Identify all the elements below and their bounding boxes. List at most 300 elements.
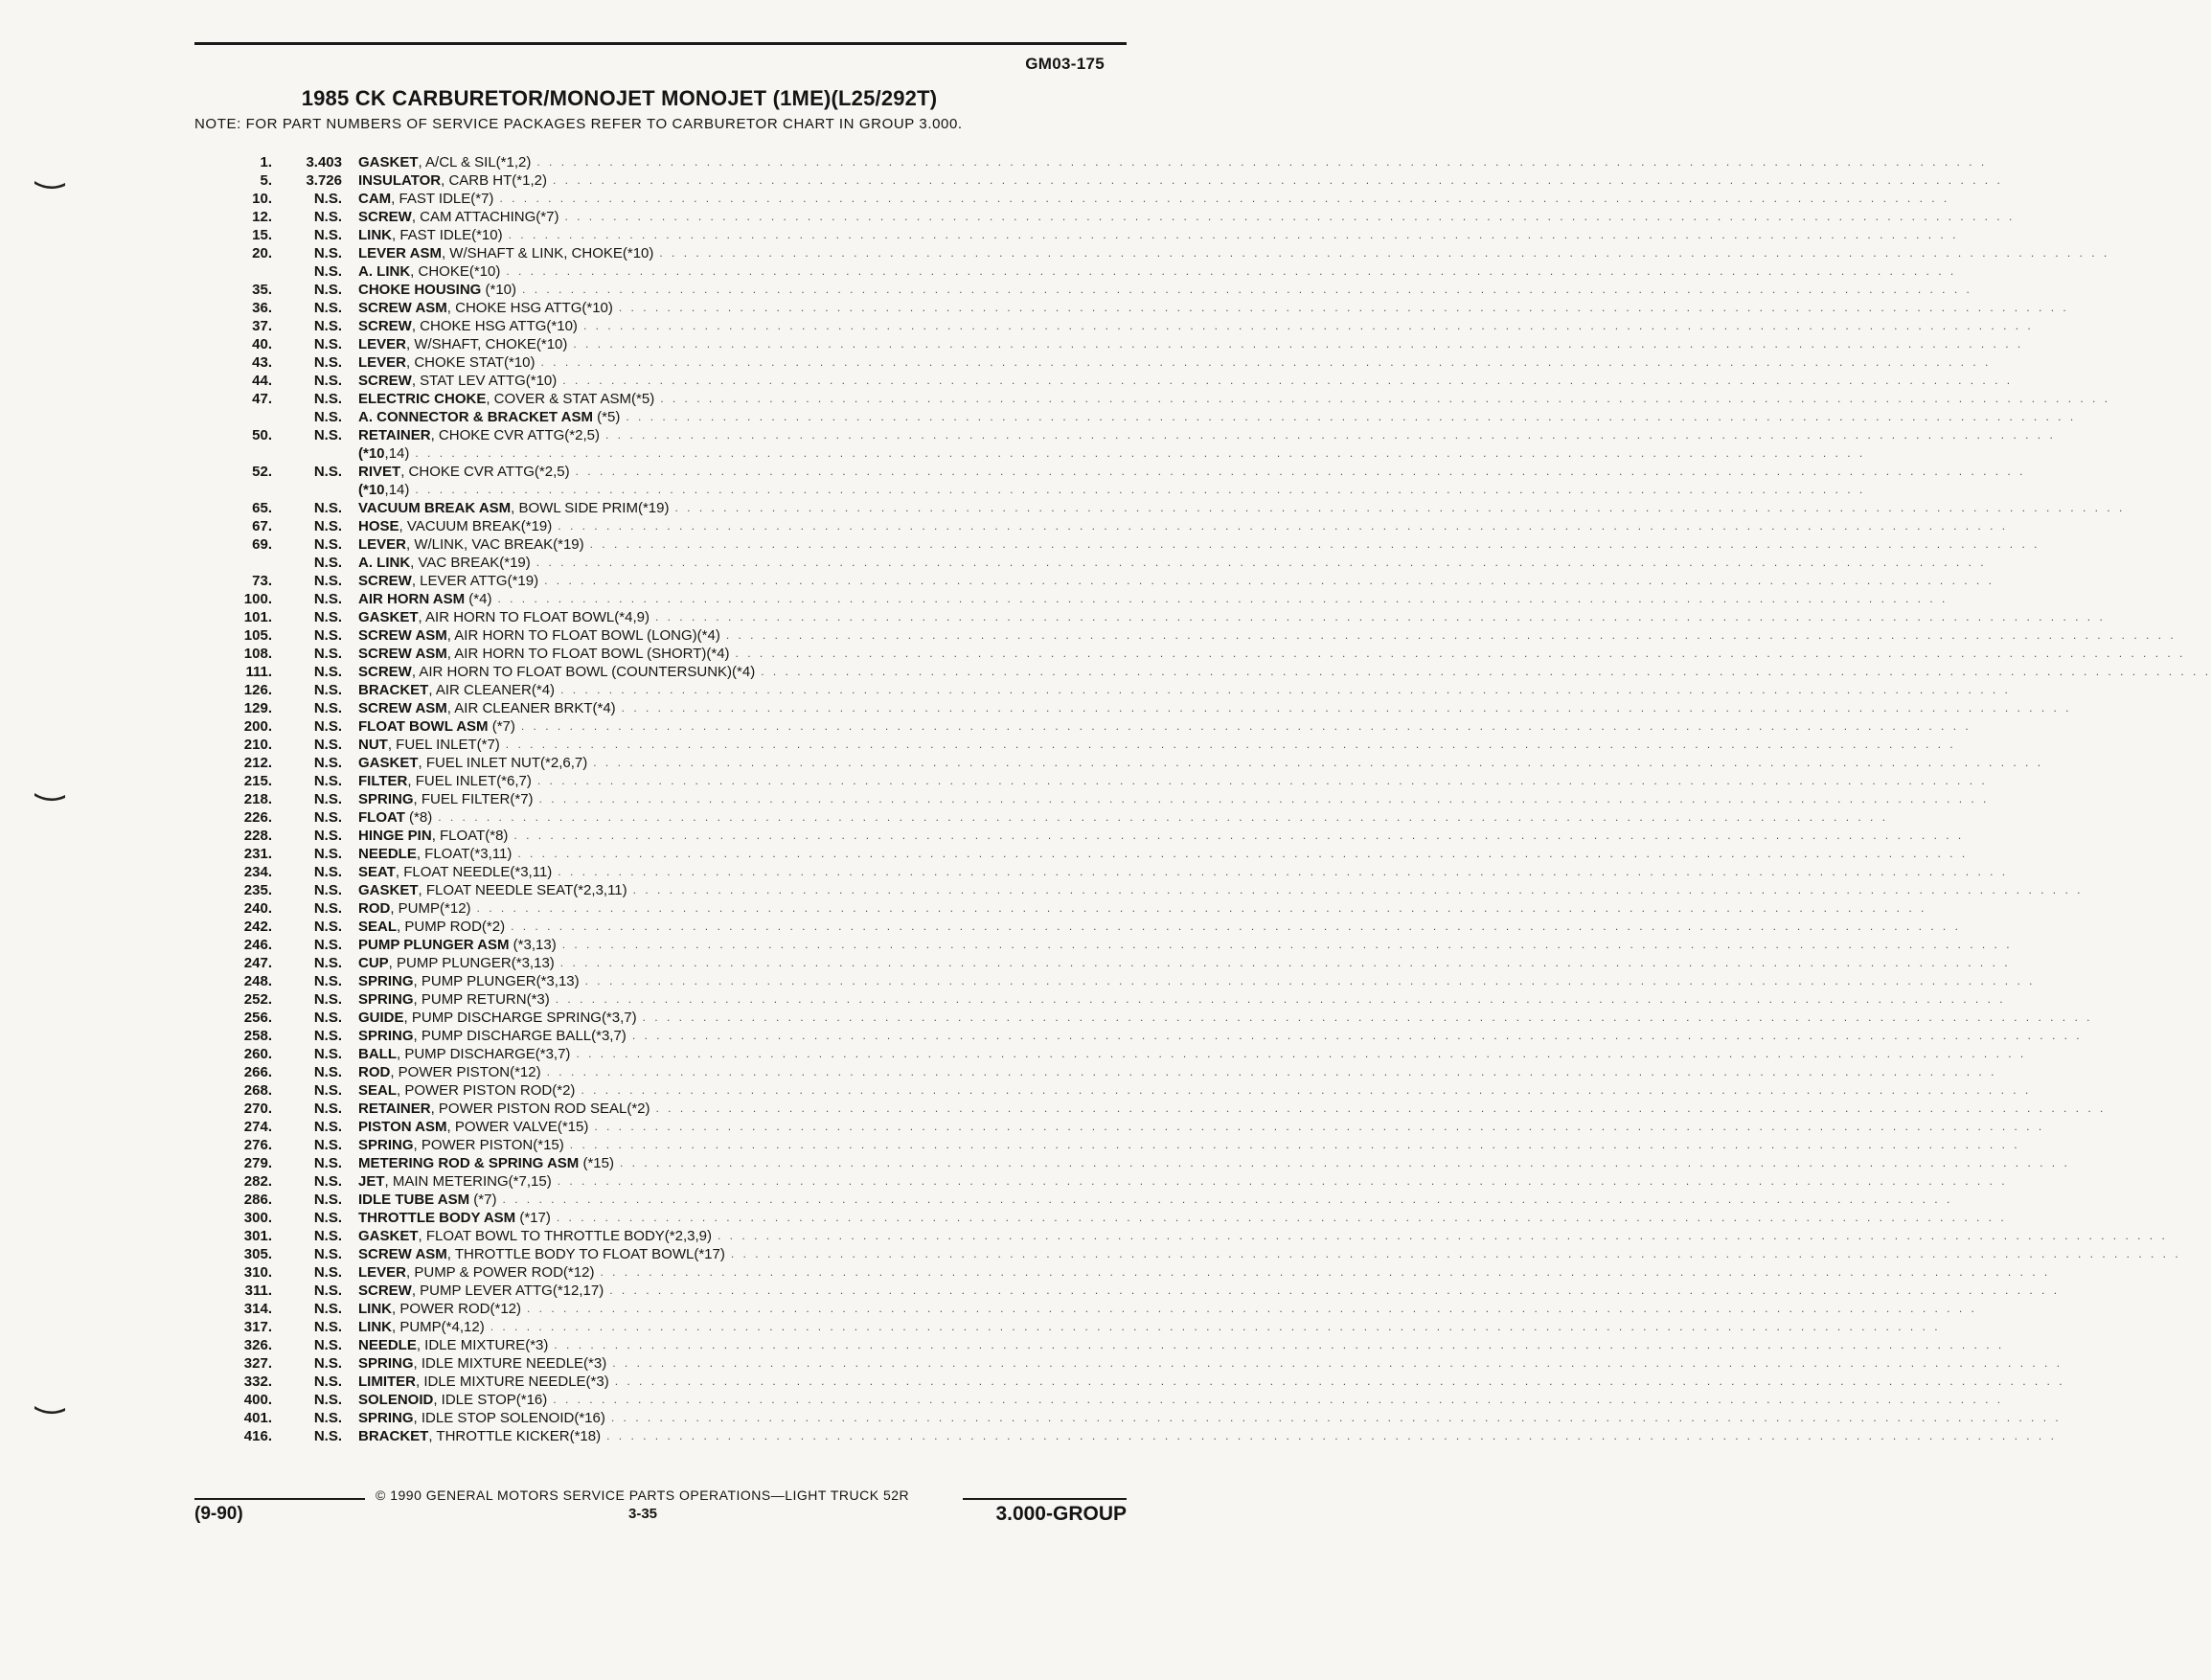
part-row [0,426,2056,444]
part-detail: , FLOAT NEEDLE SEAT(*2,3,11) [418,882,627,898]
footer-rule-left [194,1498,365,1500]
part-number: N.S. [313,1046,342,1062]
part-detail: , CARB HT(*1,2) [441,172,547,189]
part-description [358,171,2003,190]
part-ref-number: 326. [243,1337,272,1353]
part-name: ELECTRIC CHOKE [358,391,487,407]
part-detail: , CHOKE(*10) [410,263,501,280]
part-row [0,626,2177,645]
dot-leader: . . . . . . . . . . . . . . . . . . . . . . . . . . . . . . . . . . . . . . . . . . . . . . . . . . . . . . . . . . . . . . . . . . . . . . . . . . . . . . . . . . . . . . . . . . . . . . . . . . . . . . . . . . . . . . . . . . . . . . . . [536,155,1988,169]
part-number: N.S. [313,1173,342,1190]
part-number: N.S. [313,373,342,389]
part-number: N.S. [313,500,342,516]
part-row [0,845,1969,863]
part-detail: , IDLE MIXTURE NEEDLE(*3) [416,1374,609,1390]
part-row [0,372,2014,390]
part-number: N.S. [313,427,342,443]
dot-leader: . . . . . . . . . . . . . . . . . . . . . . . . . . . . . . . . . . . . . . . . . . . . . . . . . . . . . . . . . . . . . . . . . . . . . . . . . . . . . . . . . . . . . . . . . . . . . . . . . . . . . . . . . . . . . . . . . . . . . . . . [476,901,1927,915]
part-name: BALL [358,1046,397,1062]
part-number: N.S. [313,464,342,480]
part-row [0,954,2011,972]
part-number: N.S. [313,1392,342,1408]
part-detail: , CAM ATTACHING(*7) [411,209,559,225]
part-ref-number: 43. [252,354,272,371]
part-ref-number: 327. [243,1355,272,1372]
part-number: N.S. [313,518,342,534]
part-ref-number: 252. [243,991,272,1008]
part-row [0,517,2009,535]
part-name: A. LINK [358,555,411,571]
group-label: 3.000-GROUP [995,1503,1127,1525]
part-row [0,1318,1941,1336]
dot-leader: . . . . . . . . . . . . . . . . . . . . . . . . . . . . . . . . . . . . . . . . . . . . . . . . . . . . . . . . . . . . . . . . . . . . . . . . . . . . . . . . . . . . . . . . . . . . . . . . . . . . . . . . . . . . . . . . . . . . . . . . [626,410,2077,423]
part-number: N.S. [313,573,342,589]
dot-leader: . . . . . . . . . . . . . . . . . . . . . . . . . . . . . . . . . . . . . . . . . . . . . . . . . . . . . . . . . . . . . . . . . . . . . . . . . . . . . . . . . . . . . . . . . . . . . . . . . . . . . . . . . . . . . . . . . . . . . . . . [557,1174,2008,1188]
part-row [0,190,1950,208]
dot-leader: . . . . . . . . . . . . . . . . . . . . . . . . . . . . . . . . . . . . . . . . . . . . . . . . . . . . . . . . . . . . . . . . . . . . . . . . . . . . . . . . . . . . . . . . . . . . . . . . . . . . . . . . . . . . . . . . . . . . . . . . [520,719,1972,733]
part-ref-number: 36. [252,300,272,316]
part-ref-number: 314. [243,1301,272,1317]
part-description [358,699,2072,717]
part-row [0,1154,2070,1172]
part-row [0,972,2036,990]
part-name: HOSE [358,518,399,534]
dot-leader: . . . . . . . . . . . . . . . . . . . . . . . . . . . . . . . . . . . . . . . . . . . . . . . . . . . . . . . . . . . . . . . . . . . . . . . . . . . . . . . . . . . . . . . . . . . . . . . . . . . . . . . . . . . . . . . . . . . . . . . . [546,1065,1997,1078]
part-row [0,736,1956,754]
dot-leader: . . . . . . . . . . . . . . . . . . . . . . . . . . . . . . . . . . . . . . . . . . . . . . . . . . . . . . . . . . . . . . . . . . . . . . . . . . . . . . . . . . . . . . . . . . . . . . . . . . . . . . . . . . . . . . . . . . . . . . . . [589,537,2040,551]
part-ref-number: 300. [243,1210,272,1226]
part-row [0,1118,2045,1136]
part-description [358,972,2036,990]
part-number: N.S. [313,700,342,716]
part-name: SCREW [358,664,412,680]
part-number: N.S. [313,209,342,225]
part-description [358,1427,2057,1445]
part-name: RIVET [358,464,401,480]
part-row [0,481,1866,499]
part-row [0,1045,2027,1063]
part-ref-number: 401. [243,1410,272,1426]
part-name: THROTTLE BODY ASM [358,1210,516,1226]
part-row [0,1409,2062,1427]
part-name: LIMITER [358,1374,416,1390]
part-row [0,608,2106,626]
part-ref-number: 282. [243,1173,272,1190]
part-description [358,1100,2107,1118]
part-ref-number: 101. [243,609,272,625]
part-description [358,736,1956,754]
part-detail: , IDLE MIXTURE NEEDLE(*3) [413,1355,607,1372]
part-description [358,554,1987,572]
part-number: N.S. [313,1155,342,1171]
part-number: N.S. [313,409,342,425]
part-number: N.S. [313,300,342,316]
top-rule [194,42,1127,45]
part-detail: , COVER & STAT ASM(*5) [486,391,655,407]
part-ref-number: 10. [252,191,272,207]
parts-list [0,153,2211,1445]
part-number: N.S. [313,1137,342,1153]
part-detail: , MAIN METERING(*7,15) [384,1173,552,1190]
part-description [358,645,2186,663]
part-name: JET [358,1173,385,1190]
part-row [0,1027,2083,1045]
part-description [358,626,2177,645]
dot-leader: . . . . . . . . . . . . . . . . . . . . . . . . . . . . . . . . . . . . . . . . . . . . . . . . . . . . . . . . . . . . . . . . . . . . . . . . . . . . . . . . . . . . . . . . . . . . . . . . . . . . . . . . . . . . . . . . . . . . . . . . [559,956,2011,969]
part-detail: , IDLE STOP SOLENOID(*16) [413,1410,605,1426]
part-ref-number: 247. [243,955,272,971]
part-ref-number: 67. [252,518,272,534]
part-detail: (*10) [481,282,517,298]
part-detail: , CHOKE CVR ATTG(*2,5) [400,464,570,480]
part-row [0,535,2040,554]
part-number: N.S. [313,1192,342,1208]
part-name: SCREW [358,373,412,389]
part-ref-number: 210. [243,737,272,753]
part-row [0,335,2024,353]
part-number: N.S. [313,536,342,553]
dot-leader: . . . . . . . . . . . . . . . . . . . . . . . . . . . . . . . . . . . . . . . . . . . . . . . . . . . . . . . . . . . . . . . . . . . . . . . . . . . . . . . . . . . . . . . . . . . . . . . . . . . . . . . . . . . . . . . . . . . . . . . . [730,1247,2181,1260]
part-ref-number: 310. [243,1264,272,1281]
part-row [0,1009,2093,1027]
part-number: N.S. [313,1301,342,1317]
part-number: N.S. [313,809,342,826]
part-number: N.S. [313,682,342,698]
document-code: GM03-175 [1025,55,1105,73]
dot-leader: . . . . . . . . . . . . . . . . . . . . . . . . . . . . . . . . . . . . . . . . . . . . . . . . . . . . . . . . . . . . . . . . . . . . . . . . . . . . . . . . . . . . . . . . . . . . . . . . . . . . . . . . . . . . . . . . . . . . . . . . [415,483,1866,496]
part-name: FILTER [358,773,408,789]
dot-leader: . . . . . . . . . . . . . . . . . . . . . . . . . . . . . . . . . . . . . . . . . . . . . . . . . . . . . . . . . . . . . . . . . . . . . . . . . . . . . . . . . . . . . . . . . . . . . . . . . . . . . . . . . . . . . . . . . . . . . . . . [735,647,2186,660]
part-description [358,608,2106,626]
part-number: 3.403 [306,154,342,170]
part-name: FLOAT BOWL ASM [358,718,489,735]
part-name: METERING ROD & SPRING ASM [358,1155,580,1171]
part-name: A. LINK [358,263,411,280]
part-number: N.S. [313,191,342,207]
part-description [358,517,2009,535]
part-description [358,426,2056,444]
dot-leader: . . . . . . . . . . . . . . . . . . . . . . . . . . . . . . . . . . . . . . . . . . . . . . . . . . . . . . . . . . . . . . . . . . . . . . . . . . . . . . . . . . . . . . . . . . . . . . . . . . . . . . . . . . . . . . . . . . . . . . . . [505,738,1956,751]
dot-leader: . . . . . . . . . . . . . . . . . . . . . . . . . . . . . . . . . . . . . . . . . . . . . . . . . . . . . . . . . . . . . . . . . . . . . . . . . . . . . . . . . . . . . . . . . . . . . . . . . . . . . . . . . . . . . . . . . . . . . . . . [562,374,2014,387]
dot-leader: . . . . . . . . . . . . . . . . . . . . . . . . . . . . . . . . . . . . . . . . . . . . . . . . . . . . . . . . . . . . . . . . . . . . . . . . . . . . . . . . . . . . . . . . . . . . . . . . . . . . . . . . . . . . . . . . . . . . . . . . [560,683,2011,696]
part-number: N.S. [313,828,342,844]
part-description [358,317,2034,335]
part-row [0,918,1961,936]
part-description [358,954,2011,972]
dot-leader: . . . . . . . . . . . . . . . . . . . . . . . . . . . . . . . . . . . . . . . . . . . . . . . . . . . . . . . . . . . . . . . . . . . . . . . . . . . . . . . . . . . . . . . . . . . . . . . . . . . . . . . . . . . . . . . . . . . . . . . . [552,173,2003,187]
part-name: VACUUM BREAK ASM [358,500,512,516]
part-description [358,1081,2032,1100]
part-number: N.S. [313,664,342,680]
part-detail: , LEVER ATTG(*19) [411,573,539,589]
part-number: N.S. [313,1374,342,1390]
part-detail: , PUMP ROD(*2) [397,919,506,935]
part-description [358,790,1990,808]
part-row [0,699,2072,717]
part-name: A. CONNECTOR & BRACKET ASM [358,409,594,425]
part-description [358,590,1949,608]
part-number: N.S. [313,718,342,735]
dot-leader: . . . . . . . . . . . . . . . . . . . . . . . . . . . . . . . . . . . . . . . . . . . . . . . . . . . . . . . . . . . . . . . . . . . . . . . . . . . . . . . . . . . . . . . . . . . . . . . . . . . . . . . . . . . . . . . . . . . . . . . . [499,192,1950,205]
part-detail: , VAC BREAK(*19) [410,555,531,571]
part-description [358,353,1992,372]
part-ref-number: 279. [243,1155,272,1171]
dot-leader: . . . . . . . . . . . . . . . . . . . . . . . . . . . . . . . . . . . . . . . . . . . . . . . . . . . . . . . . . . . . . . . . . . . . . . . . . . . . . . . . . . . . . . . . . . . . . . . . . . . . . . . . . . . . . . . . . . . . . . . . [538,792,1990,806]
part-row [0,663,2211,681]
part-detail: (*3,13) [509,937,557,953]
part-ref-number: 20. [252,245,272,261]
part-number: N.S. [313,263,342,280]
part-name: CHOKE HOUSING [358,282,482,298]
part-number: N.S. [313,1210,342,1226]
part-description [358,572,1994,590]
part-name: FLOAT [358,809,405,826]
part-number: N.S. [313,900,342,917]
dot-leader: . . . . . . . . . . . . . . . . . . . . . . . . . . . . . . . . . . . . . . . . . . . . . . . . . . . . . . . . . . . . . . . . . . . . . . . . . . . . . . . . . . . . . . . . . . . . . . . . . . . . . . . . . . . . . . . . . . . . . . . . [593,756,2044,769]
part-detail: (*4) [465,591,492,607]
dot-leader: . . . . . . . . . . . . . . . . . . . . . . . . . . . . . . . . . . . . . . . . . . . . . . . . . . . . . . . . . . . . . . . . . . . . . . . . . . . . . . . . . . . . . . . . . . . . . . . . . . . . . . . . . . . . . . . . . . . . . . . . [561,938,2013,951]
part-ref-number: 200. [243,718,272,735]
part-description [358,226,1959,244]
part-number: N.S. [313,1228,342,1244]
part-detail: , POWER ROD(*12) [392,1301,522,1317]
part-ref-number: 317. [243,1319,272,1335]
part-detail: , FUEL FILTER(*7) [413,791,534,807]
part-detail: , IDLE MIXTURE(*3) [416,1337,549,1353]
part-detail: , AIR HORN TO FLOAT BOWL (SHORT)(*4) [446,646,730,662]
part-row [0,1263,2051,1282]
part-name: LEVER [358,1264,407,1281]
part-detail: (*8) [404,809,433,826]
part-row [0,281,1972,299]
dot-leader: . . . . . . . . . . . . . . . . . . . . . . . . . . . . . . . . . . . . . . . . . . . . . . . . . . . . . . . . . . . . . . . . . . . . . . . . . . . . . . . . . . . . . . . . . . . . . . . . . . . . . . . . . . . . . . . . . . . . . . . . [573,337,2024,351]
part-row [0,1336,2005,1354]
part-description [358,1263,2051,1282]
dot-leader: . . . . . . . . . . . . . . . . . . . . . . . . . . . . . . . . . . . . . . . . . . . . . . . . . . . . . . . . . . . . . . . . . . . . . . . . . . . . . . . . . . . . . . . . . . . . . . . . . . . . . . . . . . . . . . . . . . . . . . . . [553,1393,2004,1406]
part-ref-number: 231. [243,846,272,862]
part-name: SEAL [358,1082,398,1099]
dot-leader: . . . . . . . . . . . . . . . . . . . . . . . . . . . . . . . . . . . . . . . . . . . . . . . . . . . . . . . . . . . . . . . . . . . . . . . . . . . . . . . . . . . . . . . . . . . . . . . . . . . . . . . . . . . . . . . . . . . . . . . . [604,428,2056,442]
part-ref-number: 105. [243,627,272,644]
dot-leader: . . . . . . . . . . . . . . . . . . . . . . . . . . . . . . . . . . . . . . . . . . . . . . . . . . . . . . . . . . . . . . . . . . . . . . . . . . . . . . . . . . . . . . . . . . . . . . . . . . . . . . . . . . . . . . . . . . . . . . . . [506,264,1957,278]
part-number: N.S. [313,1355,342,1372]
part-name: ROD [358,1064,391,1080]
dot-leader: . . . . . . . . . . . . . . . . . . . . . . . . . . . . . . . . . . . . . . . . . . . . . . . . . . . . . . . . . . . . . . . . . . . . . . . . . . . . . . . . . . . . . . . . . . . . . . . . . . . . . . . . . . . . . . . . . . . . . . . . [522,283,1972,296]
footer-date: (9-90) [194,1504,243,1524]
part-name: PUMP PLUNGER ASM [358,937,510,953]
part-row [0,1136,2020,1154]
part-description [358,827,1965,845]
part-number: N.S. [313,1246,342,1262]
part-ref-number: 228. [243,828,272,844]
part-row [0,444,1866,463]
dot-leader: . . . . . . . . . . . . . . . . . . . . . . . . . . . . . . . . . . . . . . . . . . . . . . . . . . . . . . . . . . . . . . . . . . . . . . . . . . . . . . . . . . . . . . . . . . . . . . . . . . . . . . . . . . . . . . . . . . . . . . . . [527,1302,1977,1315]
part-name: SPRING [358,973,414,989]
part-number: N.S. [313,882,342,898]
part-name: SCREW [358,573,412,589]
part-description [358,262,1957,281]
part-row [0,226,1959,244]
part-ref-number: 260. [243,1046,272,1062]
part-detail: ,14) [384,445,410,462]
part-detail: , FLOAT BOWL TO THROTTLE BODY(*2,3,9) [418,1228,712,1244]
part-name: SCREW [358,209,412,225]
part-number: N.S. [313,1337,342,1353]
part-ref-number: 73. [252,573,272,589]
part-detail: , POWER PISTON ROD(*2) [397,1082,576,1099]
part-name: SCREW ASM [358,646,447,662]
part-ref-number: 301. [243,1228,272,1244]
part-name: NEEDLE [358,846,417,862]
part-detail: , FAST IDLE(*10) [392,227,503,243]
part-description [358,299,2069,317]
part-ref-number: 276. [243,1137,272,1153]
part-ref-number: 47. [252,391,272,407]
dot-leader: . . . . . . . . . . . . . . . . . . . . . . . . . . . . . . . . . . . . . . . . . . . . . . . . . . . . . . . . . . . . . . . . . . . . . . . . . . . . . . . . . . . . . . . . . . . . . . . . . . . . . . . . . . . . . . . . . . . . . . . . [581,1083,2032,1097]
part-name: NUT [358,737,388,753]
part-detail: , AIR HORN TO FLOAT BOWL (COUNTERSUNK)(*4) [411,664,756,680]
part-description [358,1409,2062,1427]
part-ref-number: 266. [243,1064,272,1080]
part-row [0,1209,2007,1227]
part-detail: (*7) [488,718,515,735]
dot-leader: . . . . . . . . . . . . . . . . . . . . . . . . . . . . . . . . . . . . . . . . . . . . . . . . . . . . . . . . . . . . . . . . . . . . . . . . . . . . . . . . . . . . . . . . . . . . . . . . . . . . . . . . . . . . . . . . . . . . . . . . [575,465,2026,478]
part-ref-number: 400. [243,1392,272,1408]
part-detail: , PUMP DISCHARGE(*3,7) [397,1046,571,1062]
part-detail: , POWER PISTON(*12) [390,1064,541,1080]
part-number: N.S. [313,282,342,298]
part-ref-number: 286. [243,1192,272,1208]
part-detail: , FUEL INLET(*6,7) [407,773,532,789]
part-name: SCREW [358,1283,412,1299]
part-description [358,918,1961,936]
part-row [0,1373,2065,1391]
part-ref-number: 50. [252,427,272,443]
part-description [358,1191,1953,1209]
part-detail: , POWER PISTON ROD SEAL(*2) [430,1101,650,1117]
part-row [0,881,2084,899]
part-ref-number: 65. [252,500,272,516]
part-row [0,244,2110,262]
part-name: HINGE PIN [358,828,432,844]
part-ref-number: 129. [243,700,272,716]
part-row [0,1427,2057,1445]
part-number: N.S. [313,991,342,1008]
part-row [0,808,1889,827]
part-detail: , W/SHAFT & LINK, CHOKE(*10) [441,245,654,261]
part-ref-number: 258. [243,1028,272,1044]
part-description [358,1245,2181,1263]
dot-leader: . . . . . . . . . . . . . . . . . . . . . . . . . . . . . . . . . . . . . . . . . . . . . . . . . . . . . . . . . . . . . . . . . . . . . . . . . . . . . . . . . . . . . . . . . . . . . . . . . . . . . . . . . . . . . . . . . . . . . . . . [659,246,2110,260]
part-name: BRACKET [358,682,429,698]
part-row [0,262,1957,281]
part-detail: , POWER VALVE(*15) [446,1119,589,1135]
part-detail: , STAT LEV ATTG(*10) [411,373,558,389]
part-number: N.S. [313,1319,342,1335]
part-detail: , CHOKE STAT(*10) [406,354,536,371]
part-description [358,808,1889,827]
part-row [0,1081,2032,1100]
part-name: BRACKET [358,1428,429,1444]
part-row [0,772,1988,790]
part-description [358,335,2024,353]
part-ref-number: 234. [243,864,272,880]
dot-leader: . . . . . . . . . . . . . . . . . . . . . . . . . . . . . . . . . . . . . . . . . . . . . . . . . . . . . . . . . . . . . . . . . . . . . . . . . . . . . . . . . . . . . . . . . . . . . . . . . . . . . . . . . . . . . . . . . . . . . . . . [569,1138,2020,1151]
part-ref-number: 248. [243,973,272,989]
part-description [358,535,2040,554]
part-detail: , FLOAT(*3,11) [416,846,513,862]
part-name: LEVER [358,536,407,553]
part-ref-number: 40. [252,336,272,352]
dot-leader: . . . . . . . . . . . . . . . . . . . . . . . . . . . . . . . . . . . . . . . . . . . . . . . . . . . . . . . . . . . . . . . . . . . . . . . . . . . . . . . . . . . . . . . . . . . . . . . . . . . . . . . . . . . . . . . . . . . . . . . . [540,355,1992,369]
part-ref-number: 268. [243,1082,272,1099]
part-ref-number: 218. [243,791,272,807]
part-name: AIR HORN ASM [358,591,466,607]
part-number: N.S. [313,773,342,789]
part-row [0,499,2126,517]
part-description [358,481,1866,499]
part-number: N.S. [313,755,342,771]
part-number: N.S. [313,336,342,352]
part-name: SPRING [358,791,414,807]
dot-leader: . . . . . . . . . . . . . . . . . . . . . . . . . . . . . . . . . . . . . . . . . . . . . . . . . . . . . . . . . . . . . . . . . . . . . . . . . . . . . . . . . . . . . . . . . . . . . . . . . . . . . . . . . . . . . . . . . . . . . . . . [725,628,2177,642]
part-name: LEVER ASM [358,245,442,261]
part-detail: (*17) [515,1210,551,1226]
part-row [0,754,2044,772]
dot-leader: . . . . . . . . . . . . . . . . . . . . . . . . . . . . . . . . . . . . . . . . . . . . . . . . . . . . . . . . . . . . . . . . . . . . . . . . . . . . . . . . . . . . . . . . . . . . . . . . . . . . . . . . . . . . . . . . . . . . . . . . [517,847,1969,860]
part-ref-number: 256. [243,1010,272,1026]
part-row [0,1300,1977,1318]
part-number: N.S. [313,846,342,862]
part-detail: , PUMP DISCHARGE SPRING(*3,7) [403,1010,637,1026]
part-ref-number: 305. [243,1246,272,1262]
part-description [358,1009,2093,1027]
part-name: RETAINER [358,427,431,443]
part-row [0,1227,2168,1245]
part-description [358,208,2016,226]
part-number: N.S. [313,955,342,971]
part-number: N.S. [313,973,342,989]
part-name: GASKET [358,1228,419,1244]
dot-leader: . . . . . . . . . . . . . . . . . . . . . . . . . . . . . . . . . . . . . . . . . . . . . . . . . . . . . . . . . . . . . . . . . . . . . . . . . . . . . . . . . . . . . . . . . . . . . . . . . . . . . . . . . . . . . . . . . . . . . . . . [717,1229,2168,1242]
part-number: N.S. [313,555,342,571]
part-ref-number: 108. [243,646,272,662]
part-detail: , PUMP & POWER ROD(*12) [406,1264,595,1281]
dot-leader: . . . . . . . . . . . . . . . . . . . . . . . . . . . . . . . . . . . . . . . . . . . . . . . . . . . . . . . . . . . . . . . . . . . . . . . . . . . . . . . . . . . . . . . . . . . . . . . . . . . . . . . . . . . . . . . . . . . . . . . . [610,1411,2062,1424]
part-detail: , FLOAT NEEDLE(*3,11) [395,864,553,880]
dot-leader: . . . . . . . . . . . . . . . . . . . . . . . . . . . . . . . . . . . . . . . . . . . . . . . . . . . . . . . . . . . . . . . . . . . . . . . . . . . . . . . . . . . . . . . . . . . . . . . . . . . . . . . . . . . . . . . . . . . . . . . . [558,865,2009,878]
part-row [0,790,1990,808]
part-name: LEVER [358,336,407,352]
part-description [358,1318,1941,1336]
part-description [358,899,1927,918]
part-detail: (*7) [469,1192,497,1208]
part-ref-number: 240. [243,900,272,917]
dot-leader: . . . . . . . . . . . . . . . . . . . . . . . . . . . . . . . . . . . . . . . . . . . . . . . . . . . . . . . . . . . . . . . . . . . . . . . . . . . . . . . . . . . . . . . . . . . . . . . . . . . . . . . . . . . . . . . . . . . . . . . . [582,319,2034,332]
part-detail: , THROTTLE KICKER(*18) [428,1428,602,1444]
part-description [358,936,2013,954]
dot-leader: . . . . . . . . . . . . . . . . . . . . . . . . . . . . . . . . . . . . . . . . . . . . . . . . . . . . . . . . . . . . . . . . . . . . . . . . . . . . . . . . . . . . . . . . . . . . . . . . . . . . . . . . . . . . . . . . . . . . . . . . [490,1320,1941,1333]
part-name: SPRING [358,1355,414,1372]
part-number: N.S. [313,627,342,644]
part-row [0,1245,2181,1263]
part-description [358,845,1969,863]
dot-leader: . . . . . . . . . . . . . . . . . . . . . . . . . . . . . . . . . . . . . . . . . . . . . . . . . . . . . . . . . . . . . . . . . . . . . . . . . . . . . . . . . . . . . . . . . . . . . . . . . . . . . . . . . . . . . . . . . . . . . . . . [544,574,1994,587]
part-detail: , W/SHAFT, CHOKE(*10) [406,336,568,352]
part-number: N.S. [313,1082,342,1099]
part-number: 3.726 [306,172,342,189]
part-description [358,281,1972,299]
